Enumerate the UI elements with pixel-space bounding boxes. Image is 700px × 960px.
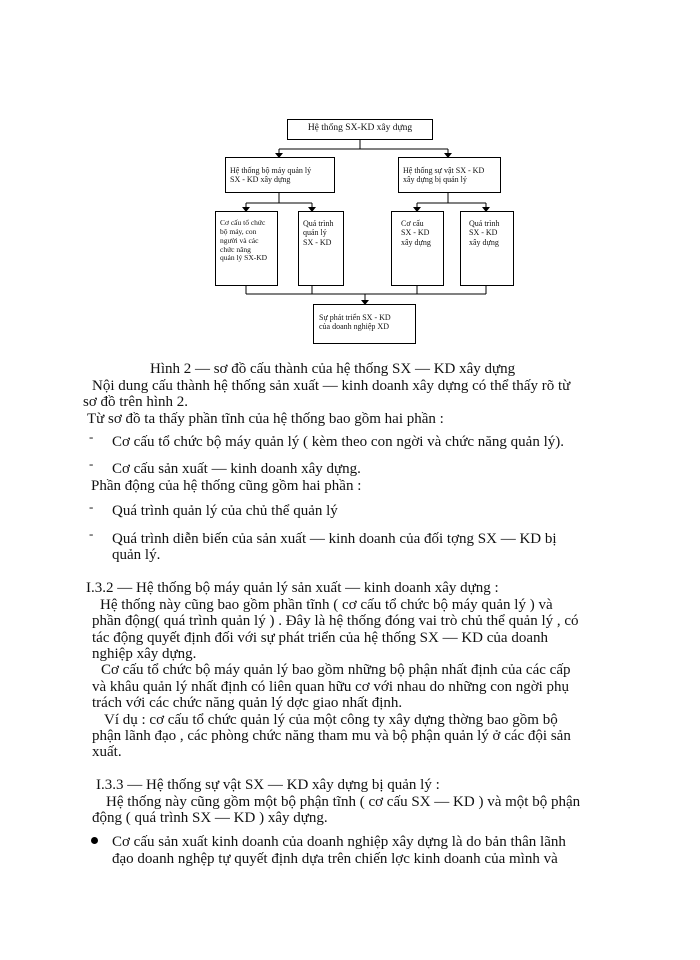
list-item: đạo doanh nghệp tự quyết định dựa trên chiến lợc kinh doanh của mình và <box>112 851 558 867</box>
dash-bullet: - <box>89 429 94 444</box>
paragraph-line: nghiệp xây dựng. <box>92 646 197 662</box>
paragraph-line: Phần động của hệ thống cũng gồm hai phần : <box>91 478 362 494</box>
diagram-box-org-structure <box>215 211 278 286</box>
list-item: Quá trình quản lý của chủ thể quản lý <box>112 503 338 519</box>
diagram-box-line: người và các <box>220 235 259 245</box>
paragraph-line: sơ đồ trên hình 2. <box>83 394 189 410</box>
diagram-box-line: SX - KD <box>401 228 430 238</box>
diagram-box-line: Quá trình <box>303 219 334 228</box>
diagram-box-line: bộ máy, con <box>220 226 257 236</box>
paragraph-line: Hệ thống này cũng gồm một bộ phận tĩnh ( cơ cấu SX — KD ) và một bộ phận <box>106 794 581 810</box>
diagram-box-line: chức năng <box>220 244 251 254</box>
diagram-box-line: xây dựng <box>401 237 431 247</box>
paragraph-line: phận lãnh đạo , các phòng chức năng tham mu và bộ phận quản lý ở các đội sản <box>92 728 571 744</box>
diagram-box-production-process <box>460 211 514 286</box>
diagram-box-line: quản lý <box>303 228 327 238</box>
paragraph-line: tác động quyết định đối với sự phát triển của hệ thống SX — KD của doanh <box>92 630 548 646</box>
bullet-dot-icon <box>91 837 98 844</box>
dash-bullet: - <box>89 526 94 541</box>
diagram-box-production-structure <box>391 211 444 286</box>
diagram-box-line: quản lý SX-KD <box>220 253 268 263</box>
paragraph-line: Cơ cấu tổ chức bộ máy quản lý bao gồm những bộ phận nhất định của các cấp <box>101 662 571 678</box>
diagram-box-line: Quá trình <box>469 219 500 228</box>
diagram-box-line: Cơ cấu <box>401 219 424 228</box>
paragraph-line: Từ sơ đồ ta thấy phần tĩnh của hệ thống bao gồm hai phần : <box>87 411 444 427</box>
figure-caption: Hình 2 — sơ đồ cấu thành của hệ thống SX — KD xây dựng <box>150 361 516 377</box>
dash-bullet: - <box>89 456 94 471</box>
paragraph-line: trách với các chức năng quản lý dợc giao nhất định. <box>92 695 403 711</box>
list-item: Quá trình diễn biến của sản xuất — kinh doanh của đối tợng SX — KD bị <box>112 531 557 547</box>
paragraph-line: và khâu quản lý nhất định có liên quan hữu cơ với nhau do những con ngời phụ <box>92 679 570 695</box>
diagram-bottom-box <box>313 304 416 344</box>
diagram-bottom-line: của doanh nghiệp XD <box>319 322 389 332</box>
diagram-top-box <box>287 119 433 140</box>
paragraph-line: Nội dung cấu thành hệ thống sản xuất — kinh doanh xây dựng có thể thấy rõ từ <box>92 378 571 394</box>
list-item: Cơ cấu tổ chức bộ máy quản lý ( kèm theo con ngời và chức năng quản lý). <box>112 434 564 450</box>
structure-diagram <box>0 0 700 360</box>
paragraph-line: động ( quá trình SX — KD ) xây dựng. <box>92 810 328 826</box>
diagram-left-mid-line: Hệ thống bộ máy quản lý <box>230 166 312 175</box>
diagram-right-mid-line: xây dựng bị quản lý <box>403 175 467 185</box>
paragraph-line: Ví dụ : cơ cấu tổ chức quản lý của một công ty xây dựng thờng bao gồm bộ <box>104 712 558 728</box>
diagram-left-mid-box <box>225 157 335 193</box>
diagram-box-line: xây dựng <box>469 237 499 247</box>
diagram-right-mid-line: Hệ thống sự vật SX - KD <box>403 166 485 175</box>
section-heading-1-3-3: I.3.3 — Hệ thống sự vật SX — KD xây dựng bị quản lý : <box>96 777 440 793</box>
diagram-bottom-line: Sự phát triển SX - KD <box>319 313 391 322</box>
diagram-box-line: Cơ cấu tổ chức <box>220 218 266 227</box>
paragraph-line: xuất. <box>92 744 122 760</box>
paragraph-line: phần động( quá trình quản lý ) . Đây là hệ thống đóng vai trò chủ thể quản lý , có <box>92 613 579 629</box>
diagram-box-line: SX - KD <box>303 237 332 247</box>
diagram-box-line: SX - KD <box>469 228 498 238</box>
diagram-box-mgmt-process <box>298 211 344 286</box>
dash-bullet: - <box>89 499 94 514</box>
diagram-right-mid-box <box>398 157 501 193</box>
list-item: Cơ cấu sản xuất — kinh doanh xây dựng. <box>112 461 361 477</box>
list-item: quản lý. <box>112 547 161 563</box>
diagram-top-label: Hệ thống SX-KD xây dựng <box>307 123 413 133</box>
section-heading-1-3-2: I.3.2 — Hệ thống bộ máy quản lý sản xuất — kinh doanh xây dựng : <box>86 580 499 596</box>
list-item: Cơ cấu sản xuất kinh doanh của doanh nghiệp xây dựng là do bản thân lãnh <box>112 834 566 850</box>
paragraph-line: Hệ thống này cũng bao gồm phần tĩnh ( cơ cấu tổ chức bộ máy quản lý ) và <box>100 597 553 613</box>
diagram-left-mid-line: SX - KD xây dựng <box>230 175 291 185</box>
